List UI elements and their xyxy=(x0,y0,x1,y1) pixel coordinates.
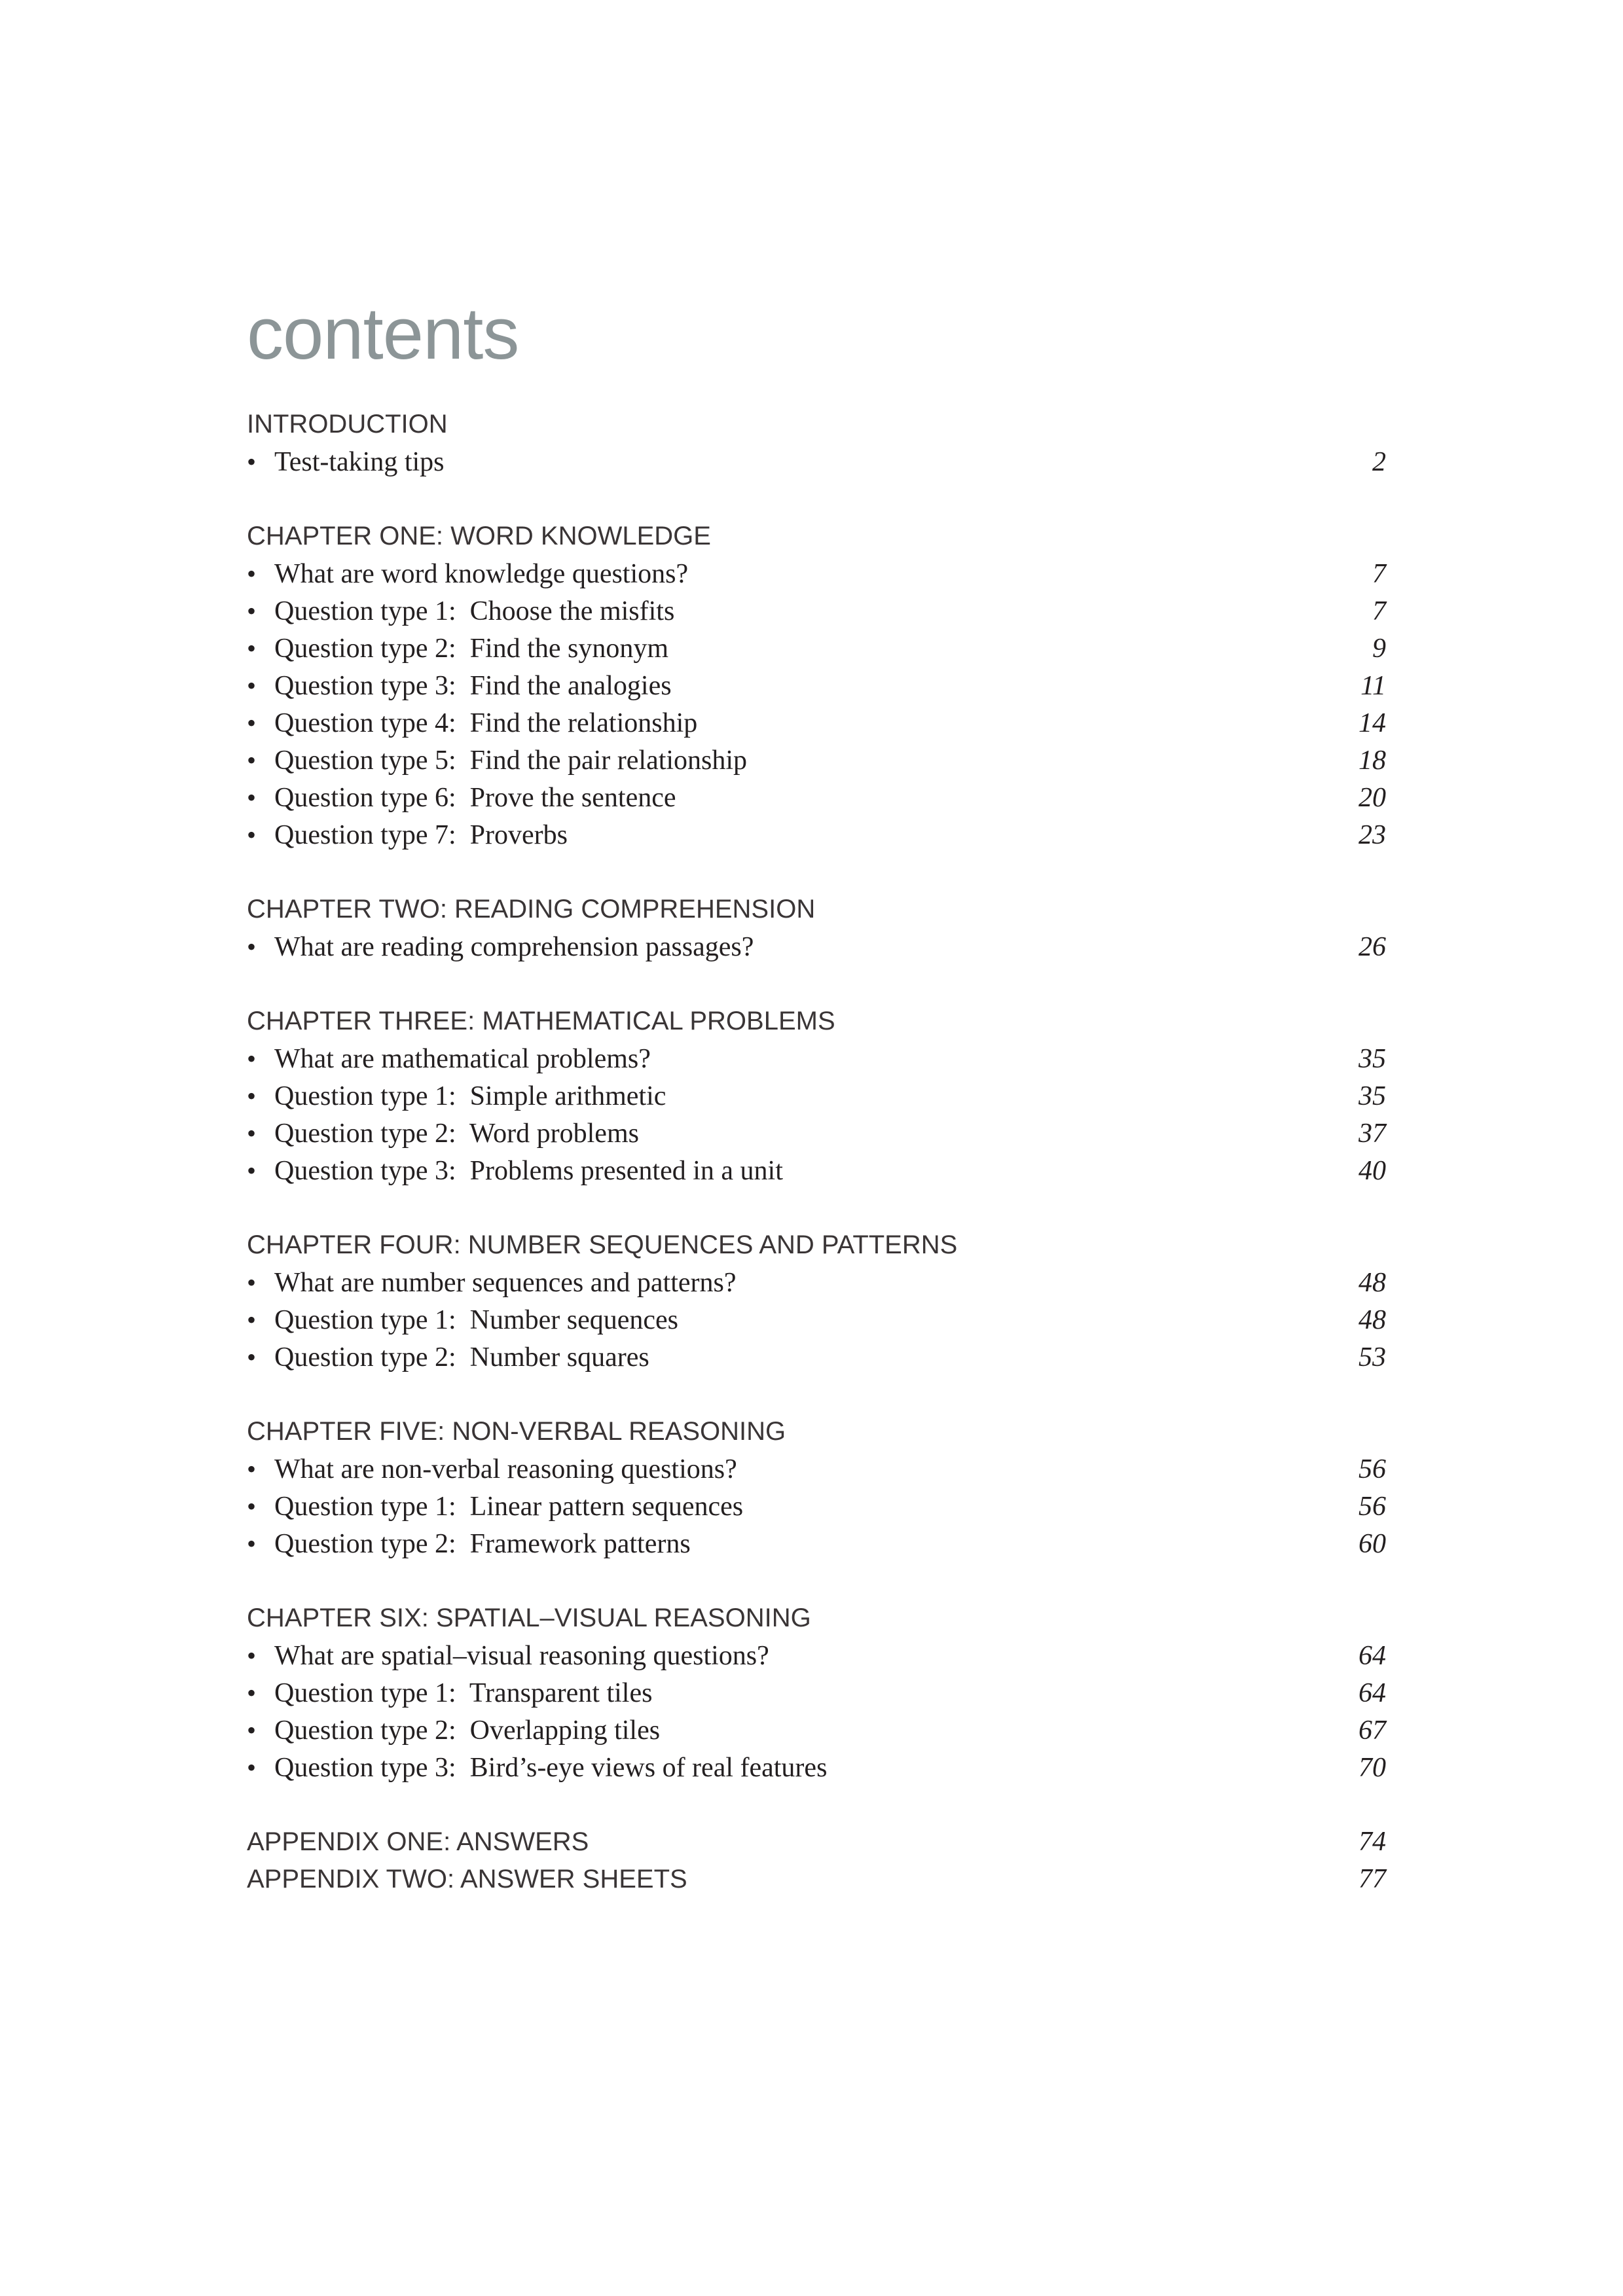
appendix-page: 77 xyxy=(1359,1864,1386,1894)
toc-entry[interactable] xyxy=(247,928,1386,965)
toc-entry-label: Question type 2: Framework patterns xyxy=(274,1529,691,1559)
contents-page xyxy=(247,288,1386,1898)
toc-section xyxy=(247,891,1386,965)
toc-entry-label: Question type 5: Find the pair relationship xyxy=(274,745,748,776)
bullet-icon: • xyxy=(247,708,257,738)
toc-entry[interactable] xyxy=(247,742,1386,779)
bullet-icon: • xyxy=(247,1268,257,1297)
section-heading: CHAPTER FIVE: NON-VERBAL REASONING xyxy=(247,1417,786,1446)
toc-entry-page: 48 xyxy=(1359,1305,1386,1335)
bullet-icon: • xyxy=(247,820,257,850)
toc-entry[interactable] xyxy=(247,1040,1386,1077)
toc-entry[interactable] xyxy=(247,592,1386,630)
toc-section xyxy=(247,1600,1386,1786)
bullet-icon: • xyxy=(247,1454,257,1484)
toc-appendices xyxy=(247,1823,1386,1898)
bullet-icon: • xyxy=(247,1529,257,1558)
toc-section xyxy=(247,406,1386,480)
toc-entry[interactable] xyxy=(247,779,1386,816)
section-heading: CHAPTER TWO: READING COMPREHENSION xyxy=(247,895,816,924)
toc-entry-page: 67 xyxy=(1359,1715,1386,1746)
toc-entry[interactable] xyxy=(247,816,1386,853)
toc-appendix[interactable] xyxy=(247,1823,1386,1861)
toc-entry-label: Question type 3: Find the analogies xyxy=(274,671,672,701)
toc-entry-label: Question type 7: Proverbs xyxy=(274,820,568,850)
toc-entry-page: 23 xyxy=(1359,820,1386,850)
toc-entry[interactable] xyxy=(247,1152,1386,1189)
bullet-icon: • xyxy=(247,634,257,663)
toc-entry-page: 48 xyxy=(1359,1268,1386,1298)
toc-entry-label: What are mathematical problems? xyxy=(274,1044,651,1074)
toc-entry-label: Question type 4: Find the relationship xyxy=(274,708,698,738)
toc-entry[interactable] xyxy=(247,1450,1386,1488)
bullet-icon: • xyxy=(247,671,257,700)
bullet-icon: • xyxy=(247,1678,257,1708)
toc-entry-label: What are word knowledge questions? xyxy=(274,559,689,589)
toc-entry[interactable] xyxy=(247,1077,1386,1115)
section-heading: CHAPTER THREE: MATHEMATICAL PROBLEMS xyxy=(247,1007,835,1035)
page-title: contents xyxy=(247,293,519,374)
appendix-heading: APPENDIX ONE: ANSWERS xyxy=(247,1827,589,1856)
toc-section xyxy=(247,1003,1386,1189)
bullet-icon: • xyxy=(247,559,257,588)
bullet-icon: • xyxy=(247,1044,257,1073)
toc-entry[interactable] xyxy=(247,1674,1386,1712)
toc-entry-label: Test-taking tips xyxy=(274,447,445,477)
toc-entry-page: 18 xyxy=(1359,745,1386,776)
bullet-icon: • xyxy=(247,1492,257,1521)
bullet-icon: • xyxy=(247,783,257,812)
toc-entry-label: Question type 2: Overlapping tiles xyxy=(274,1715,661,1746)
bullet-icon: • xyxy=(247,1081,257,1111)
section-heading: CHAPTER FOUR: NUMBER SEQUENCES AND PATTERNS xyxy=(247,1230,958,1259)
toc-entry-page: 53 xyxy=(1359,1342,1386,1372)
toc-appendix[interactable] xyxy=(247,1861,1386,1898)
toc-entry-page: 7 xyxy=(1372,559,1386,589)
toc-entry-label: What are spatial–visual reasoning questions? xyxy=(274,1641,769,1671)
toc-entry[interactable] xyxy=(247,1115,1386,1152)
toc-entry-page: 7 xyxy=(1372,596,1386,626)
toc-entry[interactable] xyxy=(247,1712,1386,1749)
toc-entry[interactable] xyxy=(247,1749,1386,1786)
toc-entry-label: Question type 1: Transparent tiles xyxy=(274,1678,653,1708)
bullet-icon: • xyxy=(247,1119,257,1148)
toc-entry-label: Question type 3: Problems presented in a unit xyxy=(274,1156,783,1186)
toc-entry-label: What are non-verbal reasoning questions? xyxy=(274,1454,737,1484)
toc-entry-page: 35 xyxy=(1359,1044,1386,1074)
bullet-icon: • xyxy=(247,1641,257,1670)
toc-entry-page: 2 xyxy=(1372,447,1386,477)
toc-section xyxy=(247,518,1386,853)
toc-entry-label: Question type 1: Choose the misfits xyxy=(274,596,675,626)
bullet-icon: • xyxy=(247,596,257,626)
toc-entry-page: 14 xyxy=(1359,708,1386,738)
toc-entry-page: 40 xyxy=(1359,1156,1386,1186)
toc-entry-label: What are number sequences and patterns? xyxy=(274,1268,737,1298)
toc-entry-page: 9 xyxy=(1372,634,1386,664)
toc-entry-page: 56 xyxy=(1359,1492,1386,1522)
toc-entry[interactable] xyxy=(247,1301,1386,1338)
toc-entry[interactable] xyxy=(247,443,1386,480)
toc-entry-label: Question type 1: Simple arithmetic xyxy=(274,1081,666,1111)
toc-entry-label: Question type 1: Number sequences xyxy=(274,1305,679,1335)
toc-entry-page: 20 xyxy=(1359,783,1386,813)
bullet-icon: • xyxy=(247,447,257,476)
toc-entry-label: Question type 6: Prove the sentence xyxy=(274,783,676,813)
toc-entry-page: 37 xyxy=(1359,1119,1386,1149)
bullet-icon: • xyxy=(247,1753,257,1782)
toc-entry[interactable] xyxy=(247,1488,1386,1525)
toc-entry[interactable] xyxy=(247,1264,1386,1301)
toc-entry-page: 70 xyxy=(1359,1753,1386,1783)
toc-entry-page: 26 xyxy=(1359,932,1386,962)
toc-entry-label: Question type 2: Find the synonym xyxy=(274,634,668,664)
toc-section xyxy=(247,1227,1386,1376)
bullet-icon: • xyxy=(247,1342,257,1372)
toc-entry-label: What are reading comprehension passages? xyxy=(274,932,754,962)
toc-entry[interactable] xyxy=(247,1338,1386,1376)
toc-entry-page: 11 xyxy=(1360,671,1386,701)
toc-entry-label: Question type 3: Bird’s-eye views of real features xyxy=(274,1753,828,1783)
toc-entry[interactable] xyxy=(247,667,1386,704)
toc-entry[interactable] xyxy=(247,630,1386,667)
bullet-icon: • xyxy=(247,745,257,775)
toc-entry[interactable] xyxy=(247,1637,1386,1674)
toc-sections xyxy=(247,406,1386,1786)
toc-entry-label: Question type 2: Number squares xyxy=(274,1342,649,1372)
bullet-icon: • xyxy=(247,1715,257,1745)
section-heading: CHAPTER SIX: SPATIAL–VISUAL REASONING xyxy=(247,1604,811,1632)
toc-entry-page: 64 xyxy=(1359,1641,1386,1671)
toc-entry-label: Question type 1: Linear pattern sequences xyxy=(274,1492,744,1522)
section-heading: CHAPTER ONE: WORD KNOWLEDGE xyxy=(247,522,711,550)
section-heading: INTRODUCTION xyxy=(247,410,448,439)
appendix-heading: APPENDIX TWO: ANSWER SHEETS xyxy=(247,1865,687,1893)
toc-entry-page: 64 xyxy=(1359,1678,1386,1708)
toc-entry[interactable] xyxy=(247,1525,1386,1562)
toc-entry[interactable] xyxy=(247,555,1386,592)
bullet-icon: • xyxy=(247,1305,257,1335)
toc-section xyxy=(247,1413,1386,1562)
toc-entry-page: 60 xyxy=(1359,1529,1386,1559)
bullet-icon: • xyxy=(247,932,257,961)
bullet-icon: • xyxy=(247,1156,257,1185)
toc-entry-page: 35 xyxy=(1359,1081,1386,1111)
toc-entry[interactable] xyxy=(247,704,1386,742)
appendix-page: 74 xyxy=(1359,1827,1386,1857)
toc-entry-label: Question type 2: Word problems xyxy=(274,1119,639,1149)
toc-entry-page: 56 xyxy=(1359,1454,1386,1484)
